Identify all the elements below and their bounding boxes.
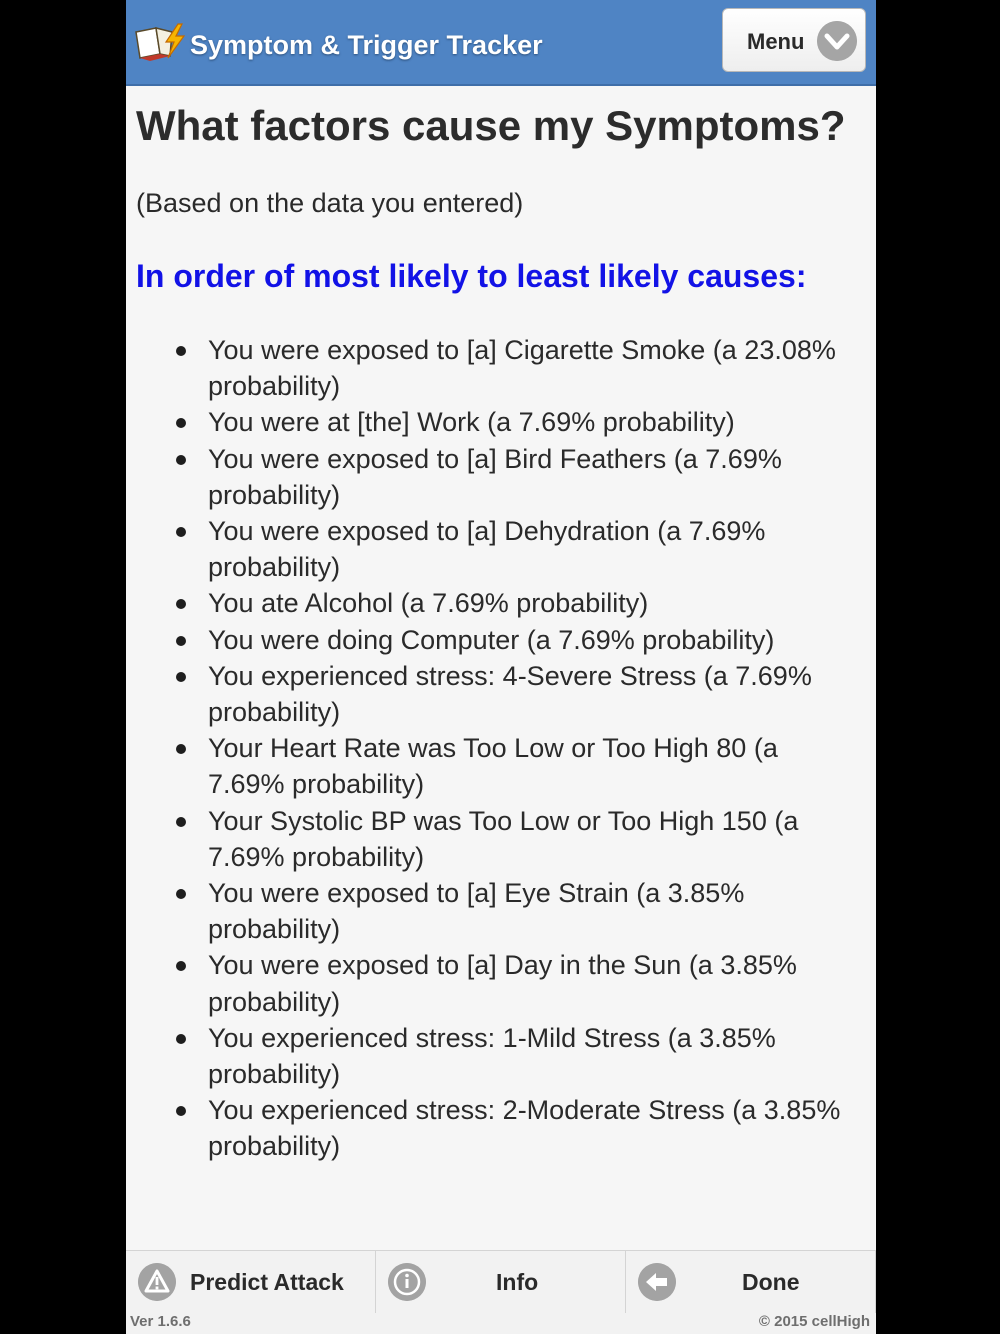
- list-item: You experienced stress: 2-Moderate Stress (a 3.85% probability): [208, 1092, 866, 1164]
- order-heading: In order of most likely to least likely causes:: [136, 258, 807, 294]
- warning-icon: [138, 1263, 176, 1301]
- app-screen: [126, 0, 876, 1334]
- list-item: You were at [the] Work (a 7.69% probability): [208, 404, 866, 440]
- list-item: You were exposed to [a] Day in the Sun (a 3.85% probability): [208, 947, 866, 1019]
- chevron-down-icon: [817, 21, 857, 61]
- list-item: You were exposed to [a] Eye Strain (a 3.85% probability): [208, 875, 866, 947]
- info-button[interactable]: [376, 1251, 626, 1313]
- done-label: Done: [742, 1269, 800, 1295]
- page-subtitle: (Based on the data you entered): [136, 188, 524, 218]
- app-title: Symptom & Trigger Tracker: [190, 30, 543, 60]
- page-title: What factors cause my Symptoms?: [136, 102, 846, 149]
- info-icon: [388, 1263, 426, 1301]
- causes-list: [136, 332, 866, 1165]
- copyright-label: © 2015 cellHigh: [758, 1313, 870, 1330]
- list-item: You experienced stress: 4-Severe Stress (a 7.69% probability): [208, 658, 866, 730]
- list-item: You were doing Computer (a 7.69% probability): [208, 622, 866, 658]
- info-label: Info: [496, 1269, 539, 1295]
- version-label: Ver 1.6.6: [130, 1313, 191, 1330]
- arrow-left-icon: [638, 1263, 676, 1301]
- predict-attack-button[interactable]: [126, 1251, 376, 1313]
- app-book-lightning-icon: [132, 22, 188, 62]
- list-item: Your Heart Rate was Too Low or Too High 80 (a 7.69% probability): [208, 730, 866, 802]
- list-item: You ate Alcohol (a 7.69% probability): [208, 585, 866, 621]
- list-item: You were exposed to [a] Cigarette Smoke (a 23.08% probability): [208, 332, 866, 404]
- header-bar: [126, 0, 876, 86]
- done-button[interactable]: [626, 1251, 876, 1313]
- list-item: You were exposed to [a] Dehydration (a 7.69% probability): [208, 513, 866, 585]
- list-item: You were exposed to [a] Bird Feathers (a 7.69% probability): [208, 441, 866, 513]
- menu-button-label: Menu: [747, 29, 805, 54]
- footer-bar: [126, 1250, 876, 1334]
- predict-attack-label: Predict Attack: [190, 1269, 344, 1295]
- list-item: You experienced stress: 1-Mild Stress (a 3.85% probability): [208, 1020, 866, 1092]
- menu-button[interactable]: [722, 8, 866, 72]
- list-item: Your Systolic BP was Too Low or Too High 150 (a 7.69% probability): [208, 803, 866, 875]
- main-content: [136, 86, 866, 1165]
